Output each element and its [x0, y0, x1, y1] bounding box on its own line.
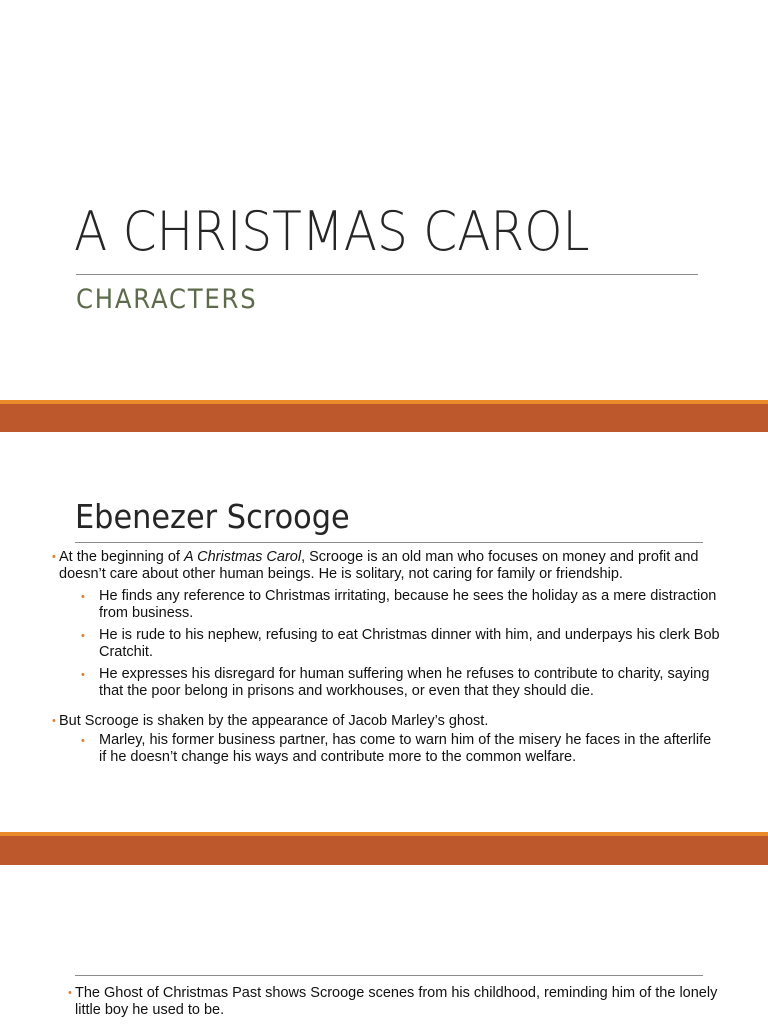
separator-accent-line [0, 832, 768, 836]
bullet-icon: • [68, 987, 72, 999]
sub-bullet-text: Marley, his former business partner, has come to warn him of the misery he faces in the afterlife if he doesn’t change his ways and contribute more to the common welfare. [99, 732, 712, 765]
bullet-text-suffix: , Scrooge is an old man who focuses on money and profit and doesn’t care about other human beings. He is solitary, not caring for family or friendship. [59, 549, 699, 582]
sub-bullet-text: He expresses his disregard for human suffering when he refuses to contribute to charity, saying that the poor belong in prisons and workhouses, or even that they should die. [99, 666, 710, 699]
bullet-icon: • [52, 551, 56, 563]
bullet-icon: • [52, 715, 56, 727]
sub-bullet-item [52, 627, 722, 661]
bullet-text-prefix: At the beginning of [59, 549, 184, 565]
sub-bullet-text: He is rude to his nephew, refusing to eat Christmas dinner with him, and underpays his clerk Bob Cratchit. [99, 627, 720, 660]
bullet-icon: • [81, 669, 85, 681]
sub-bullet-item [52, 588, 722, 622]
bullet-item [52, 713, 722, 730]
heading-divider [75, 542, 703, 543]
sub-bullet-text: He finds any reference to Christmas irritating, because he sees the holiday as a mere distraction from business. [99, 588, 717, 621]
title-divider [76, 274, 698, 275]
slide-body [52, 549, 722, 766]
slide-title: A CHRISTMAS CAROL [74, 200, 590, 263]
bullet-icon: • [81, 735, 85, 747]
bullet-item [52, 549, 722, 583]
sub-bullet-item [52, 732, 722, 766]
heading-divider [75, 975, 703, 976]
slide-body [68, 985, 718, 1019]
content-slide-ghost [0, 865, 768, 1024]
sub-bullet-item [52, 666, 722, 700]
bullet-icon: • [81, 630, 85, 642]
bullet-text: The Ghost of Christmas Past shows Scrooge scenes from his childhood, reminding him of the lonely little boy he used to be. [75, 985, 718, 1018]
slide-heading: Ebenezer Scrooge [75, 497, 350, 536]
bullet-text: But Scrooge is shaken by the appearance of Jacob Marley’s ghost. [59, 713, 489, 729]
slide-separator [0, 832, 768, 865]
slide-subtitle: CHARACTERS [76, 284, 258, 315]
separator-accent-line [0, 400, 768, 404]
bullet-item [68, 985, 718, 1019]
slide-separator [0, 400, 768, 432]
content-slide-scrooge [0, 432, 768, 832]
bullet-icon: • [81, 591, 85, 603]
book-title-italic: A Christmas Carol [183, 549, 302, 565]
title-slide [0, 0, 768, 400]
